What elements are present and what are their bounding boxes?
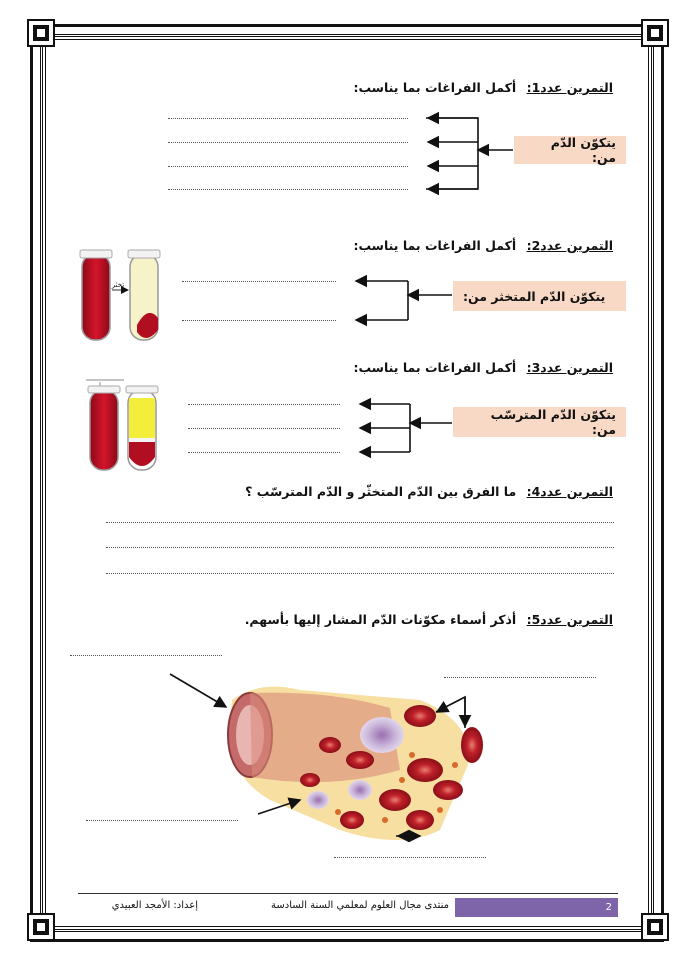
answer-line[interactable] (182, 320, 336, 321)
exercise5-heading (245, 612, 613, 627)
exercise5-label: التمرين عدد5: (526, 612, 613, 627)
answer-line[interactable] (86, 820, 238, 821)
answer-line[interactable] (70, 655, 222, 656)
exercise3-prompt-text: يتكوّن الدّم المترسّب من: (490, 407, 616, 437)
exercise2-heading (353, 238, 613, 253)
footer-author: إعداد: الأمجد العبيدي (111, 900, 198, 911)
exercise5-instruction: أذكر أسماء مكوّنات الدّم المشار إليها بأسهم. (244, 612, 517, 627)
exercise1-instruction: أكمل الفراغات بما يناسب: (353, 80, 517, 95)
answer-line[interactable] (106, 522, 614, 523)
exercise1-label: التمرين عدد1: (526, 80, 613, 95)
answer-line[interactable] (168, 142, 408, 143)
exercise3-label: التمرين عدد3: (526, 360, 613, 375)
footer-divider (78, 893, 618, 894)
exercise3-heading (353, 360, 613, 375)
exercise3-arrows (360, 404, 452, 452)
exercise4-heading (245, 484, 613, 499)
exercise2-label: التمرين عدد2: (526, 238, 613, 253)
exercise2-arrows (356, 281, 452, 320)
answer-line[interactable] (168, 189, 408, 190)
answer-line[interactable] (168, 118, 408, 119)
exercise2-prompt-text: يتكوّن الدّم المتخثر من: (463, 288, 606, 304)
exercise2-instruction: أكمل الفراغات بما يناسب: (353, 238, 517, 253)
footer-page-bar (455, 898, 618, 917)
exercise1-prompt-text: يتكوّن الدّم من: (550, 135, 616, 165)
exercise4-label: التمرين عدد4: (526, 484, 613, 499)
answer-line[interactable] (106, 547, 614, 548)
exercise1-prompt-box (514, 136, 626, 164)
exercise3-instruction: أكمل الفراغات بما يناسب: (353, 360, 517, 375)
answer-line[interactable] (444, 677, 596, 678)
page-number: 2 (605, 902, 612, 913)
answer-line[interactable] (334, 857, 486, 858)
answer-line[interactable] (188, 452, 340, 453)
exercise2-prompt-box (453, 281, 626, 311)
exercise3-prompt-box (453, 407, 626, 437)
exercise1-heading (353, 80, 613, 95)
answer-line[interactable] (106, 573, 614, 574)
footer-forum: منتدى مجال العلوم لمعلمي السنة السادسة (271, 900, 449, 911)
exercise4-question: ما الفرق بين الدّم المتخثّر و الدّم المترسّب ؟ (245, 484, 517, 499)
answer-line[interactable] (182, 281, 336, 282)
clotted-blood-tubes (80, 250, 160, 340)
answer-line[interactable] (168, 166, 408, 167)
exercise1-arrows (426, 118, 513, 189)
settled-blood-tubes (86, 380, 158, 470)
tube-clot-label: تخثر (111, 281, 125, 289)
answer-line[interactable] (188, 404, 340, 405)
blood-components-illustration (228, 687, 483, 840)
answer-line[interactable] (188, 428, 340, 429)
